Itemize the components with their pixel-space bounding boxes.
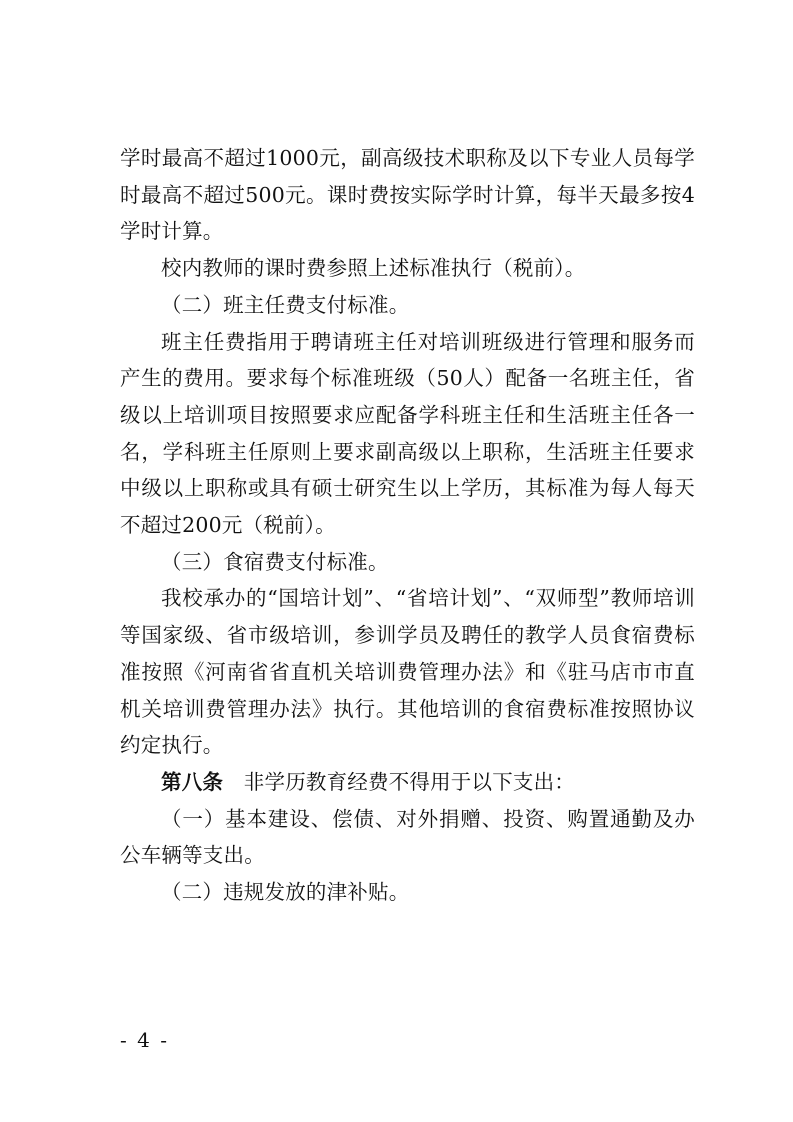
paragraph-board-lodging-fee: 我校承办的“国培计划”、“省培计划”、“双师型”教师培训等国家级、省市级培训，参训学员及聘任的教学人员食宿费标准按照《河南省省直机关培训费管理办法》和《驻马店市市直机关培训费管理办法》执行。其他培训的食宿费标准按照协议约定执行。 [120, 586, 695, 758]
section-heading-head-teacher-fee: （二）班主任费支付标准。 [161, 292, 410, 317]
paragraph-prohibited-item-one: （一）基本建设、偿债、对外捐赠、投资、购置通勤及办公车辆等支出。 [120, 806, 695, 868]
article-eight [120, 764, 695, 801]
paragraph-prohibited-item-two: （二）违规发放的津补贴。 [161, 880, 410, 905]
paragraph-internal-teacher-fee: 校内教师的课时费参照上述标准执行（税前）。 [161, 256, 586, 281]
article-label: 第八条 [161, 769, 224, 794]
section-heading-board-lodging-fee: （三）食宿费支付标准。 [161, 549, 389, 574]
article-text: 非学历教育经费不得用于以下支出： [223, 769, 576, 794]
paragraph-fee-limits: 学时最高不超过1000元，副高级技术职称及以下专业人员每学时最高不超过500元。课时费按实际学时计算，每半天最多按4学时计算。 [120, 146, 695, 244]
page-number: - 4 - [120, 1028, 169, 1052]
paragraph-head-teacher-fee: 班主任费指用于聘请班主任对培训班级进行管理和服务而产生的费用。要求每个标准班级（50人）配备一名班主任，省级以上培训项目按照要求应配备学科班主任和生活班主任各一名，学科班主任原则上要求副高级以上职称，生活班主任要求中级以上职称或具有硕士研究生以上学历，其标准为每人每天不超过200元（税前）。 [120, 329, 695, 538]
document-body [120, 140, 695, 911]
